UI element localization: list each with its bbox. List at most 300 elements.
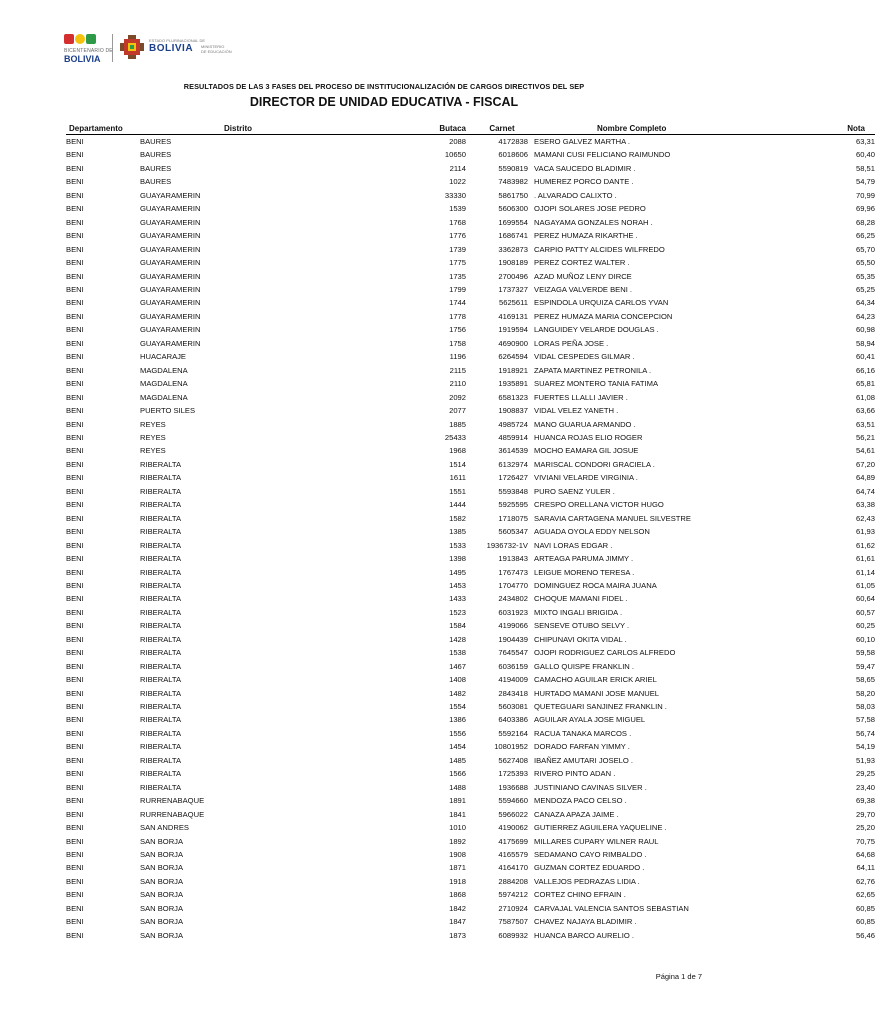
- ministerio-line1: MINISTERIO: [201, 44, 225, 49]
- cell-butaca: 1482: [449, 688, 466, 698]
- cell-departamento: BENI: [66, 163, 84, 173]
- cell-nota: 58,03: [855, 702, 875, 712]
- cell-nombre: HUANCA BARCO AURELIO .: [534, 930, 635, 940]
- table-row: [66, 431, 875, 444]
- cell-carnet: 5974212: [498, 890, 528, 900]
- table-row: [66, 256, 875, 269]
- cell-nota: 60,85: [855, 917, 875, 927]
- cell-butaca: 1768: [449, 217, 466, 227]
- cell-butaca: 1775: [449, 258, 466, 268]
- cell-butaca: 1010: [449, 823, 466, 833]
- cell-butaca: 25433: [444, 432, 466, 442]
- cell-carnet: 1737327: [498, 284, 528, 294]
- cell-distrito: GUAYARAMERIN: [140, 271, 201, 281]
- cell-butaca: 1758: [449, 338, 466, 348]
- cell-carnet: 1936688: [498, 782, 528, 792]
- cell-nombre: GALLO QUISPE FRANKLIN .: [534, 661, 635, 671]
- cell-distrito: REYES: [140, 419, 166, 429]
- cell-departamento: BENI: [66, 379, 84, 389]
- cell-nombre: MIXTO INGALI BRIGIDA .: [534, 607, 623, 617]
- logo-red-block: [64, 34, 74, 44]
- table-header-row: [66, 122, 875, 135]
- cell-nota: 63,31: [855, 137, 875, 146]
- bicentenario-big-text: BOLIVIA: [64, 54, 101, 64]
- table-row: [66, 861, 875, 874]
- cell-butaca: 1918: [449, 876, 466, 886]
- table-row: [66, 740, 875, 753]
- cell-carnet: 1918921: [498, 365, 528, 375]
- cell-butaca: 1776: [449, 231, 466, 241]
- table-row: [66, 754, 875, 767]
- cell-distrito: RIBERALTA: [140, 675, 182, 685]
- cell-carnet: 7483982: [498, 177, 528, 187]
- column-header-carnet: Carnet: [466, 122, 528, 135]
- table-row: [66, 673, 875, 686]
- cell-nombre: HURTADO MAMANI JOSE MANUEL: [534, 688, 660, 698]
- cell-nombre: ARTEAGA PARUMA JIMMY .: [534, 554, 634, 564]
- table-body: [66, 135, 875, 943]
- cell-butaca: 10650: [444, 150, 466, 160]
- cell-departamento: BENI: [66, 446, 84, 456]
- cell-nota: 54,79: [855, 177, 875, 187]
- cell-butaca: 1444: [449, 500, 466, 510]
- cell-butaca: 1453: [449, 580, 466, 590]
- cell-distrito: GUAYARAMERIN: [140, 217, 201, 227]
- cell-nombre: DORADO FARFAN YIMMY .: [534, 742, 630, 752]
- cell-departamento: BENI: [66, 204, 84, 214]
- cell-nota: 67,20: [855, 459, 875, 469]
- cell-nombre: MENDOZA PACO CELSO .: [534, 796, 627, 806]
- cell-nota: 54,19: [855, 742, 875, 752]
- cell-nombre: VALLEJOS PEDRAZAS LIDIA .: [534, 876, 640, 886]
- table-row: [66, 296, 875, 309]
- cell-nota: 23,40: [855, 782, 875, 792]
- cell-departamento: BENI: [66, 298, 84, 308]
- cell-nota: 61,08: [855, 392, 875, 402]
- cell-nombre: SEDAMANO CAYO RIMBALDO .: [534, 850, 647, 860]
- cell-carnet: 4199066: [498, 621, 528, 631]
- cell-nota: 60,10: [855, 634, 875, 644]
- cell-departamento: BENI: [66, 580, 84, 590]
- cell-butaca: 1735: [449, 271, 466, 281]
- cell-carnet: 4169131: [498, 311, 528, 321]
- cell-carnet: 4985724: [498, 419, 528, 429]
- cell-carnet: 6018606: [498, 150, 528, 160]
- cell-butaca: 1495: [449, 567, 466, 577]
- cell-distrito: RURRENABAQUE: [140, 809, 205, 819]
- cell-nombre: CHAVEZ NAJAYA BLADIMIR .: [534, 917, 637, 927]
- document-subtitle: DIRECTOR DE UNIDAD EDUCATIVA - FISCAL: [249, 95, 519, 109]
- cell-nota: 56,46: [855, 930, 875, 940]
- cell-departamento: BENI: [66, 406, 84, 416]
- cell-carnet: 5966022: [498, 809, 528, 819]
- cell-nota: 64,68: [855, 850, 875, 860]
- table-row: [66, 485, 875, 498]
- table-row: [66, 606, 875, 619]
- table-row: [66, 216, 875, 229]
- cell-butaca: 1433: [449, 594, 466, 604]
- cell-carnet: 7587507: [498, 917, 528, 927]
- table-row: [66, 148, 875, 161]
- cell-butaca: 1556: [449, 728, 466, 738]
- cell-nombre: CHOQUE MAMANI FIDEL .: [534, 594, 628, 604]
- cell-nombre: LORAS PEÑA JOSE .: [534, 338, 609, 348]
- cell-distrito: SAN BORJA: [140, 930, 184, 940]
- cell-carnet: 5861750: [498, 190, 528, 200]
- cell-distrito: RIBERALTA: [140, 648, 182, 658]
- cell-nota: 68,28: [855, 217, 875, 227]
- cell-nombre: HUANCA ROJAS ELIO ROGER: [534, 432, 643, 442]
- table-row: [66, 175, 875, 188]
- cell-nota: 57,58: [855, 715, 875, 725]
- cell-butaca: 1196: [449, 352, 466, 362]
- cell-carnet: 1704770: [498, 580, 528, 590]
- column-header-distrito: Distrito: [140, 122, 424, 135]
- cell-nombre: VIVIANI VELARDE VIRGINIA .: [534, 473, 638, 483]
- cell-departamento: BENI: [66, 365, 84, 375]
- cell-butaca: 1892: [449, 836, 466, 846]
- cell-butaca: 1611: [449, 473, 466, 483]
- cell-carnet: 4859914: [498, 432, 528, 442]
- cell-nombre: CRESPO ORELLANA VICTOR HUGO: [534, 500, 664, 510]
- cell-carnet: 3614539: [498, 446, 528, 456]
- cell-departamento: BENI: [66, 325, 84, 335]
- cell-nota: 63,51: [855, 419, 875, 429]
- header-logos: [64, 28, 251, 64]
- cell-departamento: BENI: [66, 903, 84, 913]
- table-row: [66, 808, 875, 821]
- cell-carnet: 5925595: [498, 500, 528, 510]
- cell-butaca: 1744: [449, 298, 466, 308]
- table-row: [66, 794, 875, 807]
- cell-nota: 64,34: [855, 298, 875, 308]
- cell-nombre: LANGUIDEY VELARDE DOUGLAS .: [534, 325, 659, 335]
- cell-departamento: BENI: [66, 809, 84, 819]
- cell-nombre: SUAREZ MONTERO TANIA FATIMA: [534, 379, 659, 389]
- cell-distrito: GUAYARAMERIN: [140, 231, 201, 241]
- cell-butaca: 1428: [449, 634, 466, 644]
- cell-carnet: 1908837: [498, 406, 528, 416]
- cell-butaca: 1739: [449, 244, 466, 254]
- cell-distrito: BAURES: [140, 177, 172, 187]
- cell-distrito: RIBERALTA: [140, 459, 182, 469]
- cell-butaca: 1408: [449, 675, 466, 685]
- cell-distrito: PUERTO SILES: [140, 406, 196, 416]
- cell-nota: 60,25: [855, 621, 875, 631]
- cell-nota: 64,74: [855, 486, 875, 496]
- cell-butaca: 2088: [449, 137, 466, 146]
- cell-butaca: 1871: [449, 863, 466, 873]
- table-row: [66, 418, 875, 431]
- cell-departamento: BENI: [66, 419, 84, 429]
- cell-distrito: SAN BORJA: [140, 890, 184, 900]
- cell-carnet: 4165579: [498, 850, 528, 860]
- table-row: [66, 323, 875, 336]
- cell-distrito: RIBERALTA: [140, 567, 182, 577]
- cell-distrito: SAN BORJA: [140, 876, 184, 886]
- cell-distrito: MAGDALENA: [140, 365, 188, 375]
- cell-nombre: CARPIO PATTY ALCIDES WILFREDO: [534, 244, 665, 254]
- cell-nota: 59,58: [855, 648, 875, 658]
- cell-nota: 60,57: [855, 607, 875, 617]
- cell-carnet: 2434802: [498, 594, 528, 604]
- cell-departamento: BENI: [66, 728, 84, 738]
- cell-butaca: 1584: [449, 621, 466, 631]
- cell-distrito: GUAYARAMERIN: [140, 190, 201, 200]
- cell-butaca: 1386: [449, 715, 466, 725]
- cell-nota: 63,38: [855, 500, 875, 510]
- cell-distrito: RIBERALTA: [140, 594, 182, 604]
- cell-departamento: BENI: [66, 796, 84, 806]
- cell-carnet: 4172838: [498, 137, 528, 146]
- cell-departamento: BENI: [66, 890, 84, 900]
- cell-nota: 60,40: [855, 150, 875, 160]
- cell-nota: 62,43: [855, 513, 875, 523]
- cell-distrito: RIBERALTA: [140, 661, 182, 671]
- cell-butaca: 1022: [449, 177, 466, 187]
- cell-carnet: 6403386: [498, 715, 528, 725]
- table-row: [66, 781, 875, 794]
- cell-nombre: AGUADA OYOLA EDDY NELSON: [534, 527, 650, 537]
- cell-nota: 64,11: [856, 863, 875, 873]
- table-row: [66, 471, 875, 484]
- cell-distrito: RIBERALTA: [140, 688, 182, 698]
- cell-nombre: GUZMAN CORTEZ EDUARDO .: [534, 863, 645, 873]
- cell-carnet: 1686741: [498, 231, 528, 241]
- cell-departamento: BENI: [66, 352, 84, 362]
- cell-nota: 65,25: [855, 284, 875, 294]
- cell-departamento: BENI: [66, 715, 84, 725]
- cell-nombre: SENSEVE OTUBO SELVY .: [534, 621, 630, 631]
- cell-distrito: RIBERALTA: [140, 500, 182, 510]
- cell-distrito: GUAYARAMERIN: [140, 204, 201, 214]
- cell-distrito: MAGDALENA: [140, 392, 188, 402]
- table-row: [66, 835, 875, 848]
- cell-departamento: BENI: [66, 850, 84, 860]
- cell-distrito: RIBERALTA: [140, 621, 182, 631]
- cell-nota: 66,16: [855, 365, 875, 375]
- cell-butaca: 1533: [449, 540, 466, 550]
- table-row: [66, 270, 875, 283]
- cell-nombre: MILLARES CUPARY WILNER RAUL: [534, 836, 659, 846]
- cell-distrito: BAURES: [140, 150, 172, 160]
- table-row: [66, 727, 875, 740]
- cell-departamento: BENI: [66, 258, 84, 268]
- table-row: [66, 687, 875, 700]
- cell-departamento: BENI: [66, 459, 84, 469]
- cell-butaca: 1756: [449, 325, 466, 335]
- cell-nota: 62,65: [855, 890, 875, 900]
- cell-nota: 70,75: [855, 836, 875, 846]
- cell-butaca: 1968: [449, 446, 466, 456]
- cell-nombre: CHIPUNAVI OKITA VIDAL .: [534, 634, 627, 644]
- cell-distrito: RIBERALTA: [140, 473, 182, 483]
- cell-nombre: ZAPATA MARTINEZ PETRONILA .: [534, 365, 652, 375]
- cell-nota: 65,70: [855, 244, 875, 254]
- table-row: [66, 310, 875, 323]
- cell-distrito: BAURES: [140, 137, 172, 146]
- cell-nota: 66,25: [855, 231, 875, 241]
- cell-distrito: RURRENABAQUE: [140, 796, 205, 806]
- cell-distrito: MAGDALENA: [140, 379, 188, 389]
- cell-carnet: 1935891: [498, 379, 528, 389]
- cell-carnet: 6031923: [498, 607, 528, 617]
- cell-nombre: CORTEZ CHINO EFRAIN .: [534, 890, 626, 900]
- cell-departamento: BENI: [66, 244, 84, 254]
- cell-carnet: 5606300: [498, 204, 528, 214]
- table-row: [66, 162, 875, 175]
- table-row: [66, 498, 875, 511]
- cell-butaca: 1842: [449, 903, 466, 913]
- table-row: [66, 525, 875, 538]
- cell-nota: 60,41: [855, 352, 875, 362]
- cell-nombre: MAMANI CUSI FELICIANO RAIMUNDO: [534, 150, 671, 160]
- cell-butaca: 1566: [449, 769, 466, 779]
- cell-distrito: RIBERALTA: [140, 728, 182, 738]
- cell-carnet: 5592164: [498, 728, 528, 738]
- cell-departamento: BENI: [66, 190, 84, 200]
- column-header-butaca: Butaca: [424, 122, 466, 135]
- cell-distrito: GUAYARAMERIN: [140, 311, 201, 321]
- table-row: [66, 592, 875, 605]
- cell-carnet: 5594660: [498, 796, 528, 806]
- cell-distrito: SAN ANDRES: [140, 823, 189, 833]
- cell-departamento: BENI: [66, 231, 84, 241]
- cell-nota: 65,35: [855, 271, 875, 281]
- cell-nota: 51,93: [855, 755, 875, 765]
- cell-departamento: BENI: [66, 917, 84, 927]
- table-row: [66, 579, 875, 592]
- cell-carnet: 2843418: [498, 688, 528, 698]
- cell-nombre: NAVI LORAS EDGAR .: [534, 540, 613, 550]
- cell-butaca: 1385: [449, 527, 466, 537]
- table-row: [66, 875, 875, 888]
- column-header-nombre: Nombre Completo: [528, 122, 807, 135]
- cell-distrito: RIBERALTA: [140, 742, 182, 752]
- estado-plurinacional-logo: [119, 32, 206, 64]
- page-number: Página 1 de 7: [655, 972, 702, 981]
- cell-departamento: BENI: [66, 513, 84, 523]
- cell-butaca: 1514: [449, 459, 466, 469]
- cell-nombre: DOMINGUEZ ROCA MAIRA JUANA: [534, 580, 657, 590]
- cell-distrito: REYES: [140, 432, 166, 442]
- cell-distrito: RIBERALTA: [140, 702, 182, 712]
- cell-nota: 54,61: [855, 446, 875, 456]
- table-row: [66, 552, 875, 565]
- ministerio-line2: DE EDUCACIÓN: [201, 49, 232, 54]
- cell-departamento: BENI: [66, 177, 84, 187]
- cell-distrito: RIBERALTA: [140, 755, 182, 765]
- cell-departamento: BENI: [66, 392, 84, 402]
- cell-nombre: NAGAYAMA GONZALES NORAH .: [534, 217, 653, 227]
- table-row: [66, 700, 875, 713]
- cell-carnet: 6264594: [498, 352, 528, 362]
- table-row: [66, 660, 875, 673]
- cell-distrito: RIBERALTA: [140, 486, 182, 496]
- table-row: [66, 646, 875, 659]
- document-title: RESULTADOS DE LAS 3 FASES DEL PROCESO DE INSTITUCIONALIZACIÓN DE CARGOS DIRECTIVOS DEL SEP: [183, 82, 585, 91]
- cell-departamento: BENI: [66, 688, 84, 698]
- cell-butaca: 1551: [449, 486, 466, 496]
- cell-carnet: 6036159: [498, 661, 528, 671]
- cell-nota: 65,50: [855, 258, 875, 268]
- cell-nombre: QUETEGUARI SANJINEZ FRANKLIN .: [534, 702, 667, 712]
- cell-nota: 60,85: [855, 903, 875, 913]
- cell-butaca: 1868: [449, 890, 466, 900]
- cell-departamento: BENI: [66, 271, 84, 281]
- cell-carnet: 4175699: [498, 836, 528, 846]
- cell-nota: 69,96: [855, 204, 875, 214]
- cell-distrito: RIBERALTA: [140, 607, 182, 617]
- cell-butaca: 1891: [449, 796, 466, 806]
- table-row: [66, 848, 875, 861]
- cell-departamento: BENI: [66, 607, 84, 617]
- cell-departamento: BENI: [66, 311, 84, 321]
- table-row: [66, 713, 875, 726]
- cell-butaca: 2114: [449, 163, 466, 173]
- cell-butaca: 1398: [449, 554, 466, 564]
- cell-carnet: 5625611: [499, 298, 528, 308]
- cell-carnet: 1718075: [498, 513, 528, 523]
- cell-butaca: 1841: [449, 809, 466, 819]
- cell-nombre: PURO SAENZ YULER .: [534, 486, 615, 496]
- cell-butaca: 1488: [449, 782, 466, 792]
- table-row: [66, 619, 875, 632]
- cell-carnet: 1767473: [498, 567, 528, 577]
- cell-departamento: BENI: [66, 217, 84, 227]
- cell-nombre: . ALVARADO CALIXTO .: [534, 190, 617, 200]
- cell-carnet: 1936732-1V: [486, 540, 528, 550]
- cell-nota: 29,25: [855, 769, 875, 779]
- cell-butaca: 2110: [449, 379, 466, 389]
- cell-nota: 58,51: [855, 163, 875, 173]
- cell-nombre: VEIZAGA VALVERDE BENI .: [534, 284, 633, 294]
- cell-butaca: 1454: [449, 742, 466, 752]
- cell-carnet: 4164170: [498, 863, 528, 873]
- cell-carnet: 1699554: [498, 217, 528, 227]
- cell-butaca: 33330: [444, 190, 466, 200]
- cell-butaca: 1582: [449, 513, 466, 523]
- table-row: [66, 135, 875, 149]
- table-row: [66, 902, 875, 915]
- cell-carnet: 6581323: [498, 392, 528, 402]
- cell-distrito: SAN BORJA: [140, 863, 184, 873]
- cell-butaca: 2077: [449, 406, 466, 416]
- cell-departamento: BENI: [66, 554, 84, 564]
- cell-carnet: 6089932: [498, 930, 528, 940]
- cell-distrito: GUAYARAMERIN: [140, 298, 201, 308]
- cell-carnet: 6132974: [498, 459, 528, 469]
- cell-nota: 62,76: [855, 876, 875, 886]
- cell-distrito: RIBERALTA: [140, 634, 182, 644]
- cell-distrito: SAN BORJA: [140, 903, 184, 913]
- cell-nombre: CANAZA APAZA JAIME .: [534, 809, 619, 819]
- cell-nota: 29,70: [855, 809, 875, 819]
- cell-distrito: RIBERALTA: [140, 554, 182, 564]
- cell-nota: 56,74: [855, 728, 875, 738]
- cell-nota: 58,65: [855, 675, 875, 685]
- cell-nota: 70,99: [855, 190, 875, 200]
- cell-departamento: BENI: [66, 836, 84, 846]
- cell-distrito: SAN BORJA: [140, 917, 184, 927]
- cell-nombre: SARAVIA CARTAGENA MANUEL SILVESTRE: [534, 513, 691, 523]
- table-row: [66, 337, 875, 350]
- table-row: [66, 633, 875, 646]
- bicentenario-logo: [64, 32, 113, 64]
- cell-butaca: 2115: [449, 365, 466, 375]
- cell-departamento: BENI: [66, 567, 84, 577]
- cell-distrito: RIBERALTA: [140, 540, 182, 550]
